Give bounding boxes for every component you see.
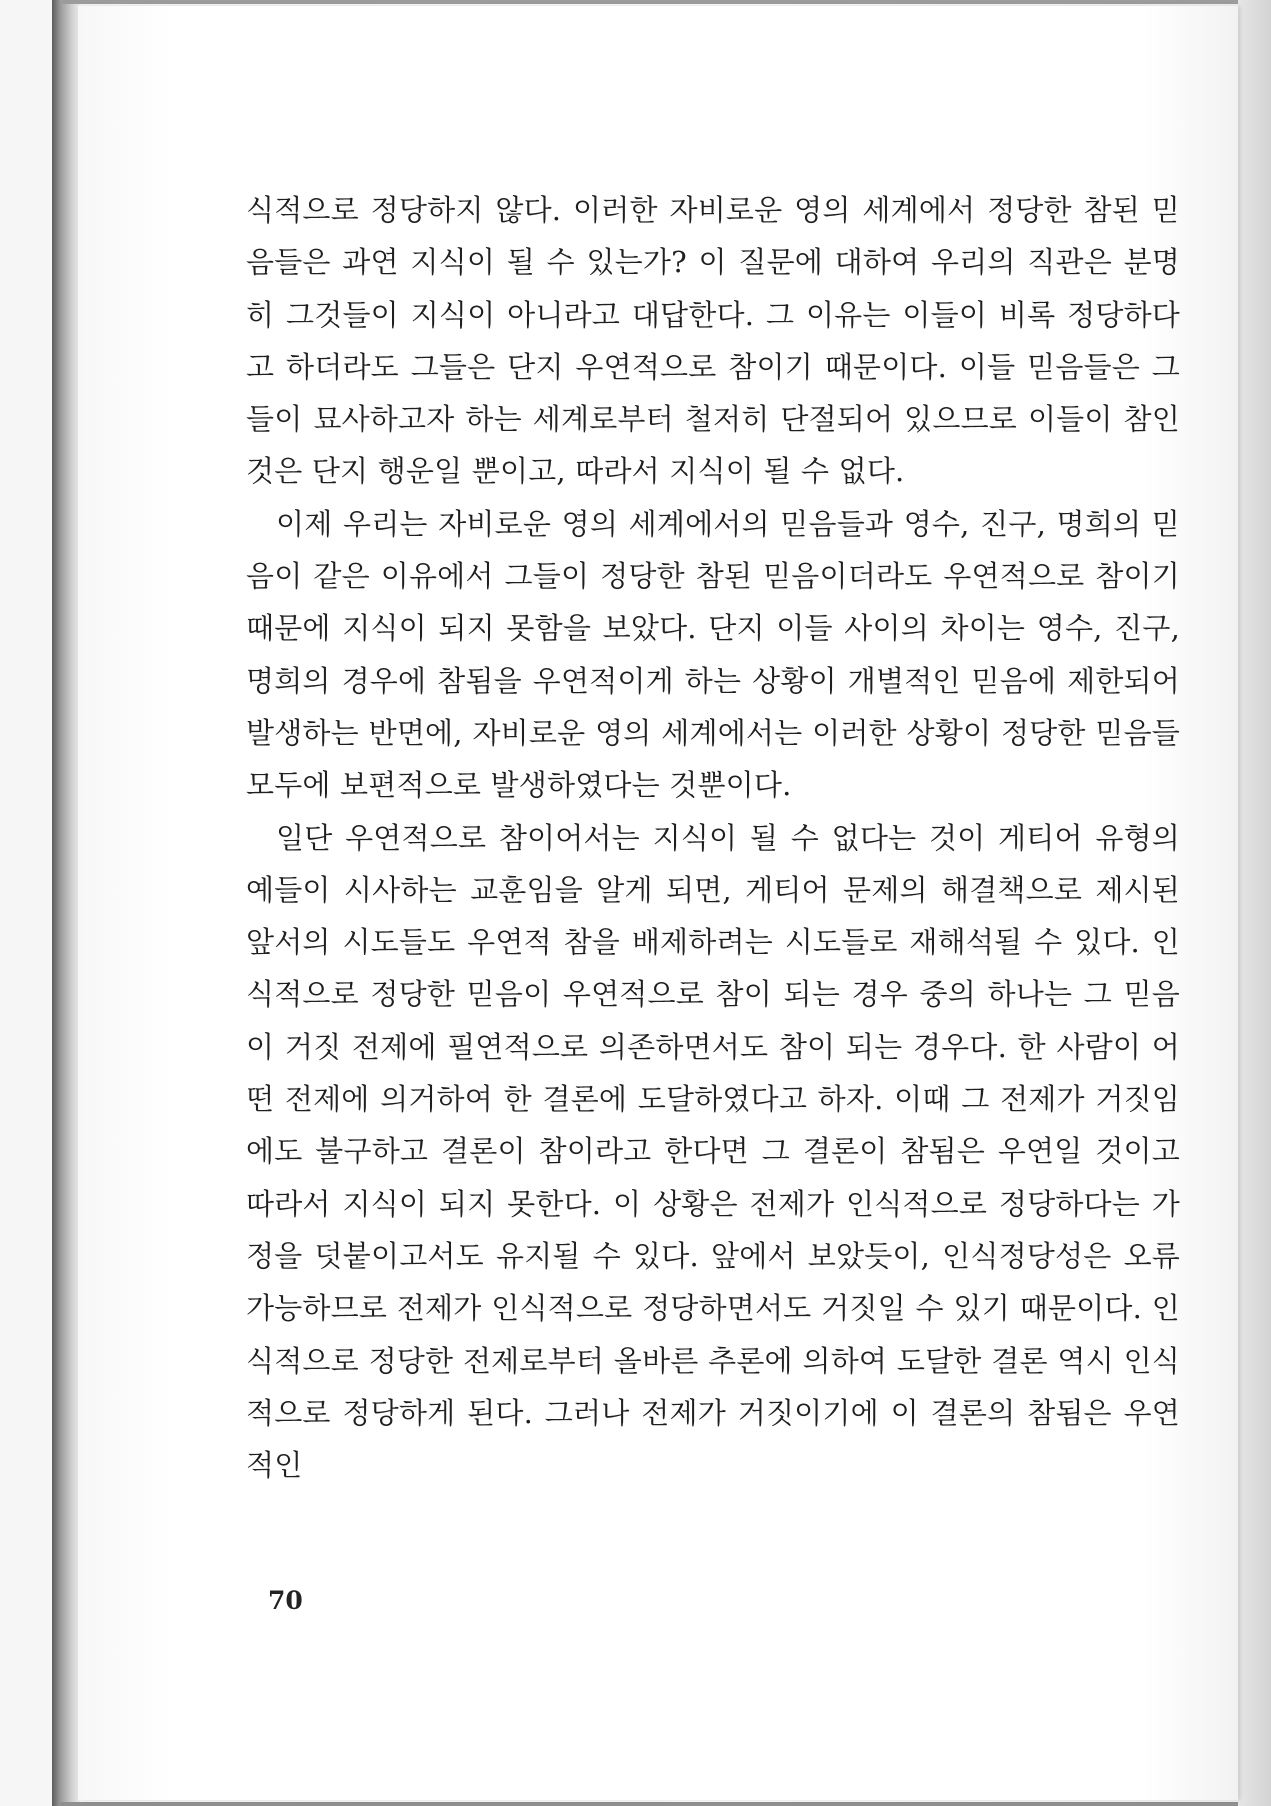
paragraph-1: 식적으로 정당하지 않다. 이러한 자비로운 영의 세계에서 정당한 참된 믿음들은 과연 지식이 될 수 있는가? 이 질문에 대하여 우리의 직관은 분명히 그것들이 지식이 아니라고 대답한다. 그 이유는 이들이 비록 정당하다고 하더라도 그들은 단지 우연적으로 참이기 때문이다. 이들 믿음들은 그들이 묘사하고자 하는 세계로부터 철저히 단절되어 있으므로 이들이 참인 것은 단지 행운일 뿐이고, 따라서 지식이 될 수 없다. (246, 193, 1180, 489)
book-page (78, 6, 1238, 1800)
book-binding-edge (52, 0, 80, 1806)
paragraph-3: 일단 우연적으로 참이어서는 지식이 될 수 없다는 것이 게티어 유형의 예들이 시사하는 교훈임을 알게 되면, 게티어 문제의 해결책으로 제시된 앞서의 시도들도 우연적 참을 배제하려는 시도들로 재해석될 수 있다. 인식적으로 정당한 믿음이 우연적으로 참이 되는 경우 중의 하나는 그 믿음이 거짓 전제에 필연적으로 의존하면서도 참이 되는 경우다. 한 사람이 어떤 전제에 의거하여 한 결론에 도달하였다고 하자. 이때 그 전제가 거짓임에도 불구하고 결론이 참이라고 한다면 그 결론이 참됨은 우연일 것이고 따라서 지식이 되지 못한다. 이 상황은 전제가 인식적으로 정당하다는 가정을 덧붙이고서도 유지될 수 있다. 앞에서 보았듯이, 인식정당성은 오류 가능하므로 전제가 인식적으로 정당하면서도 거짓일 수 있기 때문이다. 인식적으로 정당한 전제로부터 올바른 추론에 의하여 도달한 결론 역시 인식적으로 정당하게 된다. 그러나 전제가 거짓이기에 이 결론의 참됨은 우연적인 (246, 820, 1180, 1483)
paragraph-2: 이제 우리는 자비로운 영의 세계에서의 믿음들과 영수, 진구, 명희의 믿음이 같은 이유에서 그들이 정당한 참된 믿음이더라도 우연적으로 참이기 때문에 지식이 되지 못함을 보았다. 단지 이들 사이의 차이는 영수, 진구, 명희의 경우에 참됨을 우연적이게 하는 상황이 개별적인 믿음에 제한되어 발생하는 반면에, 자비로운 영의 세계에서는 이러한 상황이 정당한 믿음들 모두에 보편적으로 발생하였다는 것뿐이다. (246, 506, 1180, 803)
right-page-shadow (1238, 0, 1271, 1806)
page-number: 70 (268, 1586, 303, 1615)
page-stack-top-edge (60, 0, 1260, 4)
body-text (246, 184, 1180, 1491)
page-stack-bottom-edge (60, 1802, 1260, 1806)
